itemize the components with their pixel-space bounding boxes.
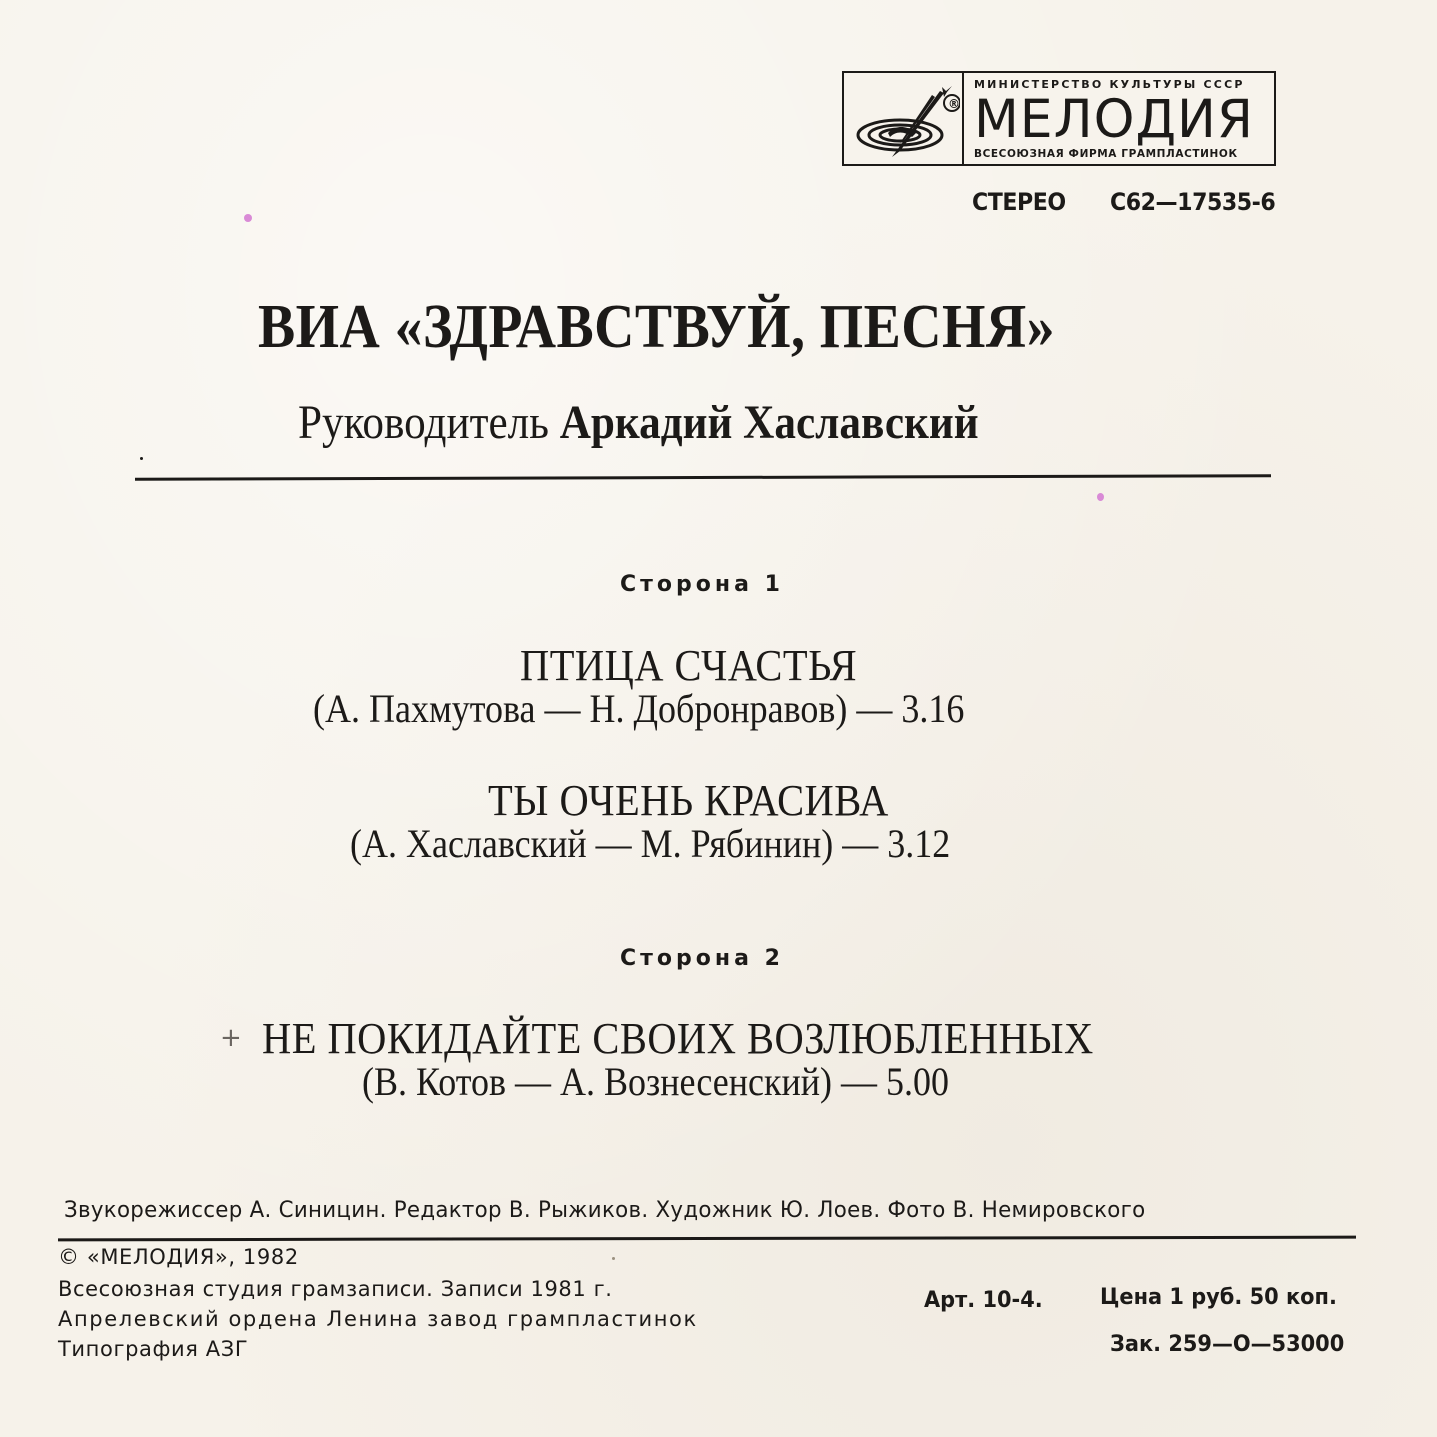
melodiya-logo — [842, 71, 1276, 166]
track-credit: (А. Пахмутова — Н. Добронравов) — 3.16 — [313, 686, 965, 731]
leader-line — [298, 395, 979, 450]
side-1-label: Сторона 1 — [620, 572, 784, 597]
format-label: СТЕРЕО — [972, 188, 1066, 216]
track-title: ТЫ ОЧЕНЬ КРАСИВА — [488, 776, 889, 825]
track-title: НЕ ПОКИДАЙТЕ СВОИХ ВОЗЛЮБЛЕННЫХ — [262, 1014, 1094, 1063]
svg-text:®: ® — [948, 97, 960, 111]
track-credit: (А. Хаславский — М. Рябинин) — 3.12 — [350, 821, 951, 866]
leader-label: Руководитель — [298, 396, 549, 449]
studio-info: Всесоюзная студия грамзаписи. Записи 1981 г. — [58, 1277, 613, 1301]
track-marker-icon: + — [220, 1023, 242, 1053]
printer-info: Типография АЗГ — [58, 1337, 249, 1361]
paper-speck — [244, 214, 252, 222]
factory-info: Апрелевский ордена Ленина завод грампластинок — [58, 1307, 698, 1331]
side-2-label: Сторона 2 — [620, 946, 784, 971]
paper-speck — [1097, 493, 1104, 501]
production-credits: Звукорежиссер А. Синицин. Редактор В. Рыжиков. Художник Ю. Лоев. Фото В. Немировского — [64, 1198, 1146, 1223]
artist-title: ВИА «ЗДРАВСТВУЙ, ПЕСНЯ» — [258, 293, 1056, 361]
catalog-number: С62—17535-6 — [1110, 188, 1276, 216]
leader-name: Аркадий Хаславский — [559, 396, 979, 449]
paper-speck — [612, 1257, 615, 1260]
logo-text — [964, 73, 1274, 164]
copyright: © «МЕЛОДИЯ», 1982 — [58, 1245, 299, 1269]
melodiya-emblem — [844, 73, 964, 164]
divider-top — [135, 474, 1271, 481]
melodiya-record-emblem-icon — [848, 77, 960, 163]
ministry-text: МИНИСТЕРСТВО КУЛЬТУРЫ СССР — [974, 78, 1245, 91]
order-number: Зак. 259—О—53000 — [1110, 1332, 1345, 1357]
track-title: ПТИЦА СЧАСТЬЯ — [520, 641, 858, 690]
paper-speck — [140, 457, 143, 460]
brand-name: МЕЛОДИЯ — [974, 88, 1254, 150]
article-number: Арт. 10-4. — [924, 1288, 1043, 1313]
price: Цена 1 руб. 50 коп. — [1100, 1285, 1337, 1310]
divider-bottom — [58, 1236, 1356, 1241]
track-credit: (В. Котов — А. Вознесенский) — 5.00 — [362, 1059, 950, 1104]
firm-text: ВСЕСОЮЗНАЯ ФИРМА ГРАМПЛАСТИНОК — [974, 148, 1238, 160]
